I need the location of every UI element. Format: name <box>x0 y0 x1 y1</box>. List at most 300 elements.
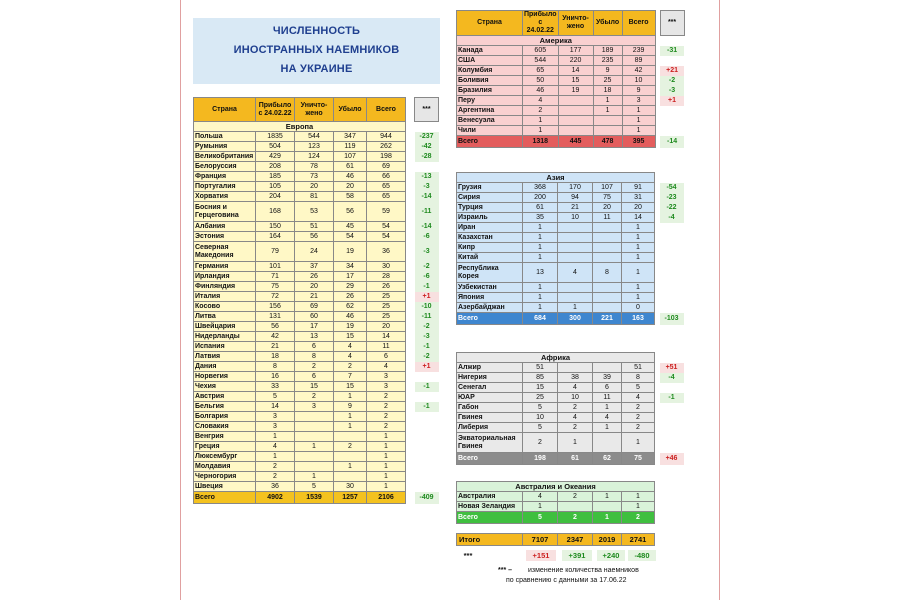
cell-destroyed: 19 <box>558 86 593 96</box>
table-row <box>194 152 439 162</box>
cell-destroyed <box>295 422 334 432</box>
cell-left: 11 <box>593 213 622 223</box>
table-row <box>457 86 685 96</box>
cell-destroyed <box>295 462 334 472</box>
cell-country: Колумбия <box>457 66 523 76</box>
table-row <box>194 322 439 332</box>
footnote-mark: *** – <box>498 567 513 574</box>
change-cell: -3 <box>660 86 684 96</box>
cell-total: 25 <box>367 312 406 322</box>
cell-left <box>593 433 622 453</box>
table-row <box>457 263 684 283</box>
cell-country: Черногория <box>194 472 256 482</box>
cell-destroyed: 78 <box>295 162 334 172</box>
cell-arrived: 204 <box>256 192 295 202</box>
cell-destroyed: 15 <box>295 382 334 392</box>
header-change: *** <box>660 11 684 36</box>
title-line-2: ИНОСТРАННЫХ НАЕМНИКОВ <box>233 44 400 56</box>
cell-destroyed: 37 <box>295 262 334 272</box>
cell-total: 10 <box>622 76 655 86</box>
cell-destroyed: 3 <box>295 402 334 412</box>
cell-arrived: 168 <box>256 202 295 222</box>
cell-country: Португалия <box>194 182 256 192</box>
header-destroyed: Уничто-жено <box>558 11 593 36</box>
change-cell: -3 <box>415 332 439 342</box>
cell-country: Кипр <box>457 243 523 253</box>
cell-total: 944 <box>367 132 406 142</box>
cell-left: 45 <box>334 222 367 232</box>
cell-left <box>593 283 622 293</box>
cell-left: 1 <box>593 492 622 502</box>
cell-arrived: 33 <box>256 382 295 392</box>
cell-country: Белоруссия <box>194 162 256 172</box>
cell-left <box>334 472 367 482</box>
cell-country: Великобритания <box>194 152 256 162</box>
spacer <box>406 122 415 132</box>
footnote-line-1: изменение количества наемников <box>528 567 639 574</box>
cell-arrived: 131 <box>256 312 295 322</box>
cell-destroyed: 2 <box>295 392 334 402</box>
table-row <box>194 312 439 322</box>
cell-arrived: 25 <box>523 393 558 403</box>
change-cell: -1 <box>415 402 439 412</box>
table-row <box>194 172 439 182</box>
change-cell <box>660 126 684 136</box>
change-cell: -23 <box>660 193 684 203</box>
cell-total: 1 <box>622 492 655 502</box>
cell-total: 36 <box>367 242 406 262</box>
cell-destroyed: 220 <box>558 56 593 66</box>
cell-arrived: 35 <box>523 213 558 223</box>
cell-country: Иран <box>457 223 523 233</box>
table-row <box>457 66 685 76</box>
total-total: 395 <box>622 136 655 148</box>
cell-destroyed <box>558 253 593 263</box>
cell-country: Чехия <box>194 382 256 392</box>
cell-total: 6 <box>367 352 406 362</box>
cell-arrived: 4 <box>523 96 559 106</box>
total-total: 163 <box>622 313 655 325</box>
cell-country: Грузия <box>457 183 523 193</box>
cell-destroyed: 1 <box>558 433 593 453</box>
header-country: Страна <box>457 11 523 36</box>
cell-country: Аргентина <box>457 106 523 116</box>
change-cell <box>660 492 684 502</box>
spacer <box>406 412 415 422</box>
cell-total: 2 <box>367 392 406 402</box>
table-row <box>194 442 439 452</box>
cell-arrived: 21 <box>256 342 295 352</box>
total-arrived: 684 <box>523 313 558 325</box>
cell-arrived: 368 <box>523 183 558 193</box>
cell-left: 18 <box>593 86 622 96</box>
grand-change-total: -480 <box>628 550 656 561</box>
cell-arrived: 1 <box>256 432 295 442</box>
table-row <box>457 423 684 433</box>
table-row <box>457 183 684 193</box>
cell-destroyed: 56 <box>295 232 334 242</box>
cell-left: 107 <box>593 183 622 193</box>
cell-country: Литва <box>194 312 256 322</box>
change-cell <box>415 432 439 442</box>
cell-arrived: 3 <box>256 412 295 422</box>
cell-left: 9 <box>593 66 622 76</box>
spacer <box>406 312 415 322</box>
cell-left <box>593 223 622 233</box>
oceania-total-row <box>457 512 684 524</box>
cell-left: 189 <box>593 46 622 56</box>
cell-total: 1 <box>622 253 655 263</box>
table-row <box>457 106 685 116</box>
cell-total: 1 <box>367 462 406 472</box>
cell-country: Германия <box>194 262 256 272</box>
cell-country: Ирландия <box>194 272 256 282</box>
cell-left <box>334 432 367 442</box>
change-cell: -4 <box>660 373 684 383</box>
total-left: 62 <box>593 453 622 465</box>
cell-arrived: 504 <box>256 142 295 152</box>
cell-total: 11 <box>367 342 406 352</box>
cell-country: Турция <box>457 203 523 213</box>
spacer <box>406 172 415 182</box>
cell-destroyed: 2 <box>558 403 593 413</box>
header-spacer <box>406 98 415 122</box>
change-cell <box>415 452 439 462</box>
cell-total: 91 <box>622 183 655 193</box>
change-cell <box>415 122 439 132</box>
header-change: *** <box>415 98 439 122</box>
cell-total: 5 <box>622 383 655 393</box>
cell-left: 9 <box>334 402 367 412</box>
change-cell: -1 <box>415 282 439 292</box>
change-cell: -13 <box>415 172 439 182</box>
change-cell: -31 <box>660 46 684 56</box>
cell-destroyed <box>558 243 593 253</box>
table-row <box>194 402 439 412</box>
change-cell: -28 <box>415 152 439 162</box>
spacer <box>406 472 415 482</box>
spacer <box>406 232 415 242</box>
change-cell <box>660 116 684 126</box>
cell-arrived: 51 <box>523 363 558 373</box>
total-change <box>660 512 684 524</box>
change-cell: -1 <box>660 393 684 403</box>
cell-destroyed <box>558 233 593 243</box>
cell-arrived: 150 <box>256 222 295 232</box>
spacer <box>406 452 415 462</box>
change-cell: +1 <box>415 362 439 372</box>
cell-left: 46 <box>334 172 367 182</box>
cell-arrived: 42 <box>256 332 295 342</box>
cell-left: 6 <box>593 383 622 393</box>
cell-total: 3 <box>622 96 655 106</box>
grand-total-label: Итого <box>457 534 523 546</box>
cell-left: 54 <box>334 232 367 242</box>
cell-left: 1 <box>593 423 622 433</box>
spacer <box>406 262 415 272</box>
total-change: -14 <box>660 136 684 148</box>
cell-country: Австралия <box>457 492 523 502</box>
title-line-3: НА УКРАИНЕ <box>280 63 353 75</box>
cell-destroyed: 26 <box>295 272 334 282</box>
cell-destroyed: 20 <box>295 282 334 292</box>
cell-arrived: 1 <box>256 452 295 462</box>
cell-arrived: 1 <box>523 243 558 253</box>
africa-section-row <box>457 353 684 363</box>
cell-destroyed: 5 <box>295 482 334 492</box>
cell-country: Эстония <box>194 232 256 242</box>
cell-country: Гвинея <box>457 413 523 423</box>
cell-arrived: 4 <box>256 442 295 452</box>
cell-destroyed <box>558 116 593 126</box>
cell-country: Канада <box>457 46 523 56</box>
cell-left: 7 <box>334 372 367 382</box>
cell-country: Болгария <box>194 412 256 422</box>
oceania-section-title: Австралия и Океания <box>457 482 655 492</box>
table-row <box>457 363 684 373</box>
grand-changes-label: *** <box>463 551 473 560</box>
cell-destroyed: 6 <box>295 372 334 382</box>
cell-country: Либерия <box>457 423 523 433</box>
cell-country: Япония <box>457 293 523 303</box>
cell-total: 3 <box>367 382 406 392</box>
table-row <box>457 502 684 512</box>
cell-total: 14 <box>622 213 655 223</box>
spacer <box>406 142 415 152</box>
cell-destroyed: 1 <box>295 472 334 482</box>
change-cell: -2 <box>415 262 439 272</box>
cell-left: 2 <box>334 362 367 372</box>
cell-country: Габон <box>457 403 523 413</box>
cell-left: 1 <box>334 422 367 432</box>
title-box <box>193 18 440 84</box>
cell-arrived: 1 <box>523 283 558 293</box>
cell-total: 0 <box>622 303 655 313</box>
cell-arrived: 5 <box>523 423 558 433</box>
table-row <box>457 116 685 126</box>
cell-destroyed: 14 <box>558 66 593 76</box>
change-cell <box>660 233 684 243</box>
table-row <box>194 372 439 382</box>
cell-destroyed: 21 <box>558 203 593 213</box>
change-cell <box>660 106 684 116</box>
change-cell: +1 <box>660 96 684 106</box>
table-row <box>194 362 439 372</box>
cell-total: 1 <box>622 263 655 283</box>
cell-destroyed: 10 <box>558 213 593 223</box>
cell-total: 25 <box>367 302 406 312</box>
table-row <box>457 223 684 233</box>
cell-left: 107 <box>334 152 367 162</box>
change-cell <box>660 263 684 283</box>
table-row <box>194 272 439 282</box>
cell-country: Польша <box>194 132 256 142</box>
africa-table <box>456 352 684 465</box>
cell-left: 119 <box>334 142 367 152</box>
change-cell <box>660 423 684 433</box>
cell-left <box>593 363 622 373</box>
cell-total: 3 <box>367 372 406 382</box>
header-country: Страна <box>194 98 256 122</box>
cell-left: 19 <box>334 322 367 332</box>
change-cell <box>660 403 684 413</box>
cell-total: 66 <box>367 172 406 182</box>
table-row <box>194 412 439 422</box>
cell-country: Италия <box>194 292 256 302</box>
cell-country: ЮАР <box>457 393 523 403</box>
spacer <box>406 392 415 402</box>
spacer <box>406 422 415 432</box>
cell-left: 15 <box>334 332 367 342</box>
cell-country: Сенегал <box>457 383 523 393</box>
change-cell <box>415 392 439 402</box>
cell-country: Северная Македония <box>194 242 256 262</box>
cell-arrived: 56 <box>256 322 295 332</box>
cell-arrived: 156 <box>256 302 295 312</box>
cell-left: 4 <box>593 413 622 423</box>
cell-left: 2 <box>334 442 367 452</box>
change-cell <box>660 502 684 512</box>
cell-arrived: 5 <box>523 403 558 413</box>
cell-left <box>593 233 622 243</box>
total-left: 1 <box>593 512 622 524</box>
cell-left: 1 <box>593 96 622 106</box>
asia-total-row <box>457 313 684 325</box>
spacer <box>406 352 415 362</box>
cell-total: 1 <box>622 243 655 253</box>
total-country: Всего <box>194 492 256 504</box>
cell-total: 54 <box>367 232 406 242</box>
cell-country: Узбекистан <box>457 283 523 293</box>
cell-left: 11 <box>593 393 622 403</box>
cell-destroyed: 51 <box>295 222 334 232</box>
change-cell: -4 <box>660 213 684 223</box>
asia-table <box>456 172 684 325</box>
change-cell <box>660 293 684 303</box>
cell-destroyed <box>558 106 593 116</box>
grand-change-arrived: +151 <box>526 550 556 561</box>
cell-total: 1 <box>367 442 406 452</box>
spacer <box>406 322 415 332</box>
cell-destroyed: 4 <box>558 383 593 393</box>
cell-left <box>593 116 622 126</box>
cell-arrived: 15 <box>523 383 558 393</box>
cell-arrived: 101 <box>256 262 295 272</box>
total-change: -103 <box>660 313 684 325</box>
change-cell: -2 <box>415 322 439 332</box>
cell-arrived: 2 <box>523 106 559 116</box>
table-row <box>194 282 439 292</box>
cell-country: Румыния <box>194 142 256 152</box>
cell-left: 26 <box>334 292 367 302</box>
cell-arrived: 429 <box>256 152 295 162</box>
cell-country: Чили <box>457 126 523 136</box>
cell-destroyed: 53 <box>295 202 334 222</box>
table-row <box>194 142 439 152</box>
cell-arrived: 46 <box>523 86 559 96</box>
cell-country: Швеция <box>194 482 256 492</box>
cell-country: Финляндия <box>194 282 256 292</box>
cell-country: Бельгия <box>194 402 256 412</box>
change-cell <box>415 422 439 432</box>
change-cell <box>415 372 439 382</box>
total-arrived: 4902 <box>256 492 295 504</box>
change-cell: -14 <box>415 192 439 202</box>
cell-left: 30 <box>334 482 367 492</box>
cell-arrived: 1 <box>523 293 558 303</box>
cell-arrived: 71 <box>256 272 295 282</box>
cell-country: Австрия <box>194 392 256 402</box>
cell-arrived: 36 <box>256 482 295 492</box>
change-cell: -22 <box>660 203 684 213</box>
spacer <box>406 302 415 312</box>
change-cell: +51 <box>660 363 684 373</box>
cell-left: 39 <box>593 373 622 383</box>
cell-country: Люксембург <box>194 452 256 462</box>
table-row <box>194 452 439 462</box>
cell-destroyed: 20 <box>295 182 334 192</box>
cell-destroyed <box>558 223 593 233</box>
total-change: +46 <box>660 453 684 465</box>
change-cell: -11 <box>415 202 439 222</box>
change-cell: -3 <box>415 182 439 192</box>
spacer <box>406 372 415 382</box>
spacer <box>406 282 415 292</box>
cell-total: 26 <box>367 282 406 292</box>
change-cell <box>415 412 439 422</box>
spacer <box>406 202 415 222</box>
cell-arrived: 8 <box>256 362 295 372</box>
cell-left: 8 <box>593 263 622 283</box>
table-row <box>194 462 439 472</box>
cell-total: 14 <box>367 332 406 342</box>
table-row <box>194 472 439 482</box>
europe-section-title: Европа <box>194 122 406 132</box>
cell-left: 1 <box>334 392 367 402</box>
asia-section-row <box>457 173 684 183</box>
cell-total: 1 <box>367 472 406 482</box>
total-arrived: 1318 <box>523 136 559 148</box>
cell-destroyed <box>558 283 593 293</box>
cell-country: Швейцария <box>194 322 256 332</box>
cell-total: 20 <box>622 203 655 213</box>
cell-total: 89 <box>622 56 655 66</box>
cell-left: 4 <box>334 342 367 352</box>
cell-country: Албания <box>194 222 256 232</box>
cell-arrived: 2 <box>523 433 558 453</box>
table-row <box>457 413 684 423</box>
cell-total: 1 <box>622 502 655 512</box>
change-cell <box>660 413 684 423</box>
table-row <box>194 482 439 492</box>
spacer <box>406 152 415 162</box>
spacer <box>406 342 415 352</box>
america-section-title: Америка <box>457 36 656 46</box>
africa-total-row <box>457 453 684 465</box>
america-total-row <box>457 136 685 148</box>
table-row <box>194 202 439 222</box>
cell-left: 1 <box>334 462 367 472</box>
footnote-line-2: по сравнению с данными за 17.06.22 <box>506 577 627 584</box>
cell-total: 1 <box>367 482 406 492</box>
cell-country: Казахстан <box>457 233 523 243</box>
cell-arrived: 13 <box>523 263 558 283</box>
total-country: Всего <box>457 313 523 325</box>
cell-country: Венесуэла <box>457 116 523 126</box>
table-row <box>457 243 684 253</box>
cell-left: 61 <box>334 162 367 172</box>
cell-country: Дания <box>194 362 256 372</box>
